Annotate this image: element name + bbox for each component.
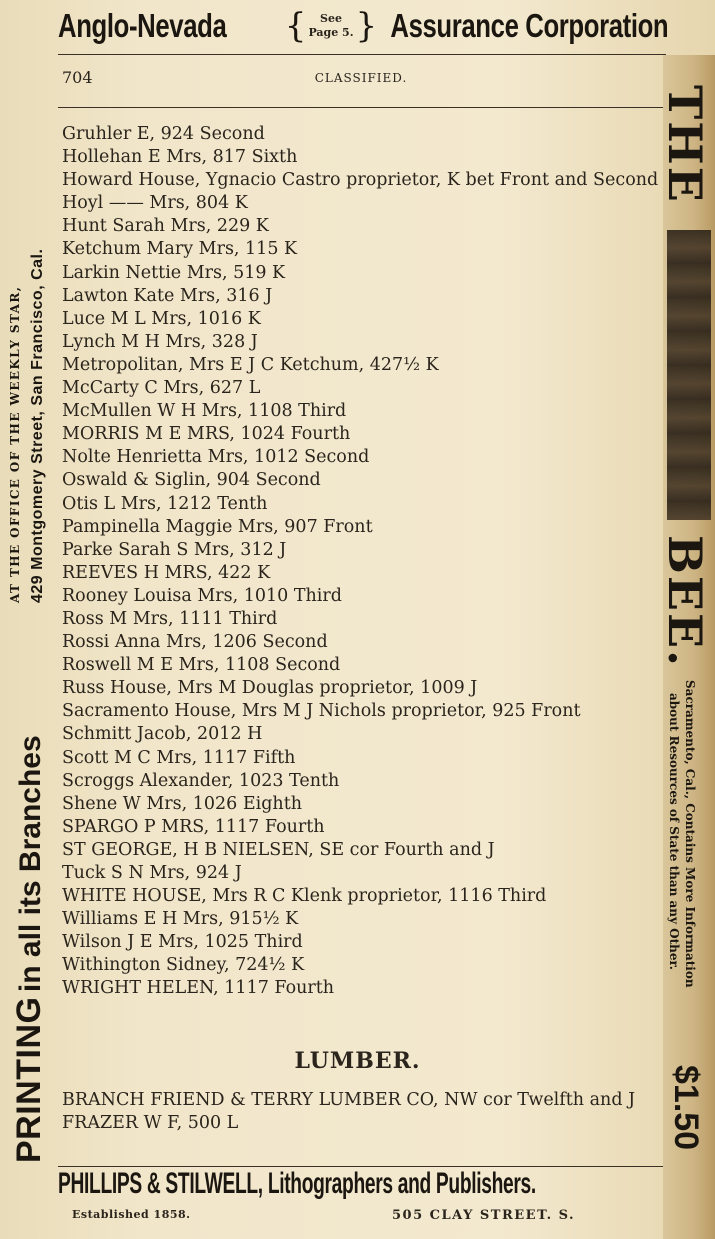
top-rule (58, 54, 666, 55)
printing-word: PRINTING (10, 996, 48, 1163)
listing-entry: REEVES H MRS, 422 K (62, 562, 271, 583)
listing-entries (62, 123, 662, 1001)
newspaper-the: THE (658, 85, 712, 204)
banner-corporation-name: Assurance Corporation (390, 7, 668, 44)
subscription-price: $1.50 (667, 1065, 705, 1151)
listing-entry: Gruhler E, 924 Second (62, 124, 265, 144)
listing-entry: MORRIS M E MRS, 1024 Fourth (62, 424, 351, 445)
bee-tagline-2: about Resources of State than any Other. (667, 693, 681, 970)
listing-entry: McMullen W H Mrs, 1108 Third (62, 401, 347, 422)
branches-text: in all its Branches (14, 735, 47, 993)
top-advertisement-banner (58, 2, 668, 50)
see-page-note (256, 2, 406, 50)
listing-entry: ST GEORGE, H B NIELSEN, SE cor Fourth and J (62, 839, 495, 860)
listing-entry: Pampinella Maggie Mrs, 907 Front (62, 516, 373, 537)
listing-entry: Russ House, Mrs M Douglas proprietor, 1009 J (62, 678, 478, 699)
office-text: AT THE OFFICE OF THE WEEKLY STAR, (8, 285, 22, 603)
listing-entry: Oswald & Siglin, 904 Second (62, 470, 321, 491)
worn-ink-band (667, 230, 711, 520)
page-reference: Page 5. (308, 26, 354, 39)
street-address: 429 Montgomery Street, San Francisco, Cal. (29, 248, 46, 603)
right-vertical-advertisement (658, 55, 715, 1239)
listing-entry: WHITE HOUSE, Mrs R C Klenk proprietor, 1116 Third (62, 886, 547, 907)
bee-tagline-1: Sacramento, Cal., Contains More Information (683, 680, 697, 988)
page-number: 704 (62, 68, 93, 87)
listing-entry: Hoyl —— Mrs, 804 K (62, 193, 248, 214)
listing-entry: Nolte Henrietta Mrs, 1012 Second (62, 447, 370, 468)
listing-entry: McCarty C Mrs, 627 L (62, 378, 261, 399)
lumber-entry: BRANCH FRIEND & TERRY LUMBER CO, NW cor Twelfth and J (62, 1090, 636, 1110)
newspaper-name: BEE. (658, 535, 712, 669)
listing-entry: Rossi Anna Mrs, 1206 Second (62, 632, 328, 653)
listing-entry: Ketchum Mary Mrs, 115 K (62, 239, 298, 260)
lumber-entries (62, 1089, 662, 1134)
printing-advert (10, 735, 49, 1163)
listing-entry: Parke Sarah S Mrs, 312 J (62, 539, 287, 560)
page-header (62, 68, 660, 92)
listing-entry: Hollehan E Mrs, 817 Sixth (62, 147, 298, 168)
header-rule (58, 107, 666, 108)
listing-entry: Scroggs Alexander, 1023 Tenth (62, 770, 340, 791)
see-page-text (308, 12, 353, 40)
listing-entry: Rooney Louisa Mrs, 1010 Third (62, 585, 342, 606)
listing-entry: Larkin Nettie Mrs, 519 K (62, 262, 286, 283)
lumber-entry: FRAZER W F, 500 L (62, 1112, 239, 1133)
listing-entry: Howard House, Ygnacio Castro proprietor, K bet Front and Second (62, 170, 659, 191)
listing-entry: Shene W Mrs, 1026 Eighth (62, 793, 302, 814)
banner-company-name: Anglo-Nevada (58, 7, 227, 44)
listing-entry: Wilson J E Mrs, 1025 Third (62, 932, 303, 953)
listing-entry: SPARGO P MRS, 1117 Fourth (62, 816, 325, 837)
listing-entry: Otis L Mrs, 1212 Tenth (62, 493, 268, 514)
listing-entry: Schmitt Jacob, 2012 H (62, 724, 263, 745)
publisher-address: 505 CLAY STREET. S. (392, 1208, 576, 1223)
listing-entry: Withington Sidney, 724½ K (62, 955, 305, 976)
listing-entry: Sacramento House, Mrs M J Nichols proprietor, 925 Front (62, 701, 581, 722)
see-label: See (320, 12, 342, 25)
left-brace-icon: { (284, 6, 307, 46)
listing-entry: Luce M L Mrs, 1016 K (62, 308, 261, 329)
listing-entry: Roswell M E Mrs, 1108 Second (62, 655, 341, 676)
listing-entry: WRIGHT HELEN, 1117 Fourth (62, 978, 335, 999)
listing-entry: Scott M C Mrs, 1117 Fifth (62, 747, 296, 768)
listing-entry: Tuck S N Mrs, 924 J (62, 863, 242, 883)
listing-entry: Hunt Sarah Mrs, 229 K (62, 216, 269, 237)
listing-entry: Metropolitan, Mrs E J C Ketchum, 427½ K (62, 354, 439, 375)
listing-entry: Lynch M H Mrs, 328 J (62, 331, 258, 352)
established-note: Established 1858. (72, 1208, 191, 1221)
listing-entry: Lawton Kate Mrs, 316 J (62, 285, 273, 306)
lumber-section-title: LUMBER. (294, 1048, 421, 1074)
right-brace-icon: } (355, 6, 378, 46)
listing-entry: Ross M Mrs, 1111 Third (62, 608, 278, 629)
bottom-advertisement-banner: PHILLIPS & STILWELL, Lithographers and Publishers. (58, 1167, 536, 1200)
section-title: CLASSIFIED. (314, 71, 408, 85)
listing-entry: Williams E H Mrs, 915½ K (62, 909, 299, 930)
left-vertical-advertisement (0, 55, 56, 1165)
